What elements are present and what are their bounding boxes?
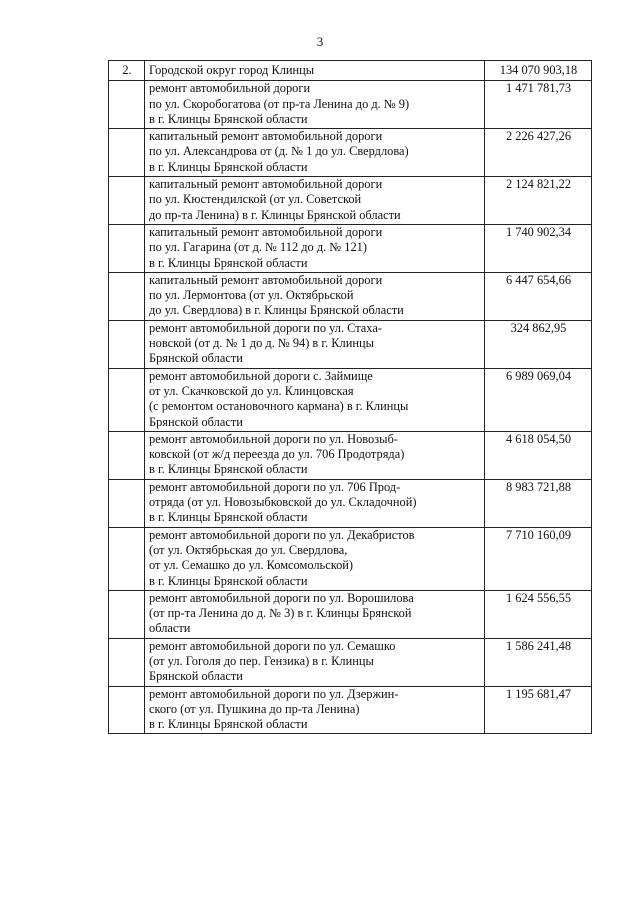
road-work-description <box>145 590 485 638</box>
road-work-description <box>145 320 485 368</box>
budget-table <box>108 60 592 734</box>
table-row <box>109 638 592 686</box>
description-line: ремонт автомобильной дороги с. Займище <box>149 368 373 383</box>
road-work-description <box>145 479 485 527</box>
amount-cell: 1 471 781,73 <box>485 81 592 129</box>
road-work-description <box>145 224 485 272</box>
description-line: (с ремонтом остановочного кармана) в г. Клинцы <box>149 399 409 414</box>
description-line: ремонт автомобильной дороги по ул. Ворошилова <box>149 590 414 605</box>
table-row <box>109 479 592 527</box>
description-line: ковской (от ж/д переезда до ул. 706 Продотряда) <box>149 447 405 462</box>
description-line: ремонт автомобильной дороги по ул. 706 Прод- <box>149 479 401 494</box>
road-work-description <box>145 527 485 590</box>
description-line: новской (от д. № 1 до д. № 94) в г. Клинцы <box>149 336 374 351</box>
description-line: по ул. Лермонтова (от ул. Октябрьской <box>149 288 354 303</box>
empty-number-cell <box>109 686 145 734</box>
page-number: 3 <box>316 34 324 49</box>
table-row <box>109 368 592 431</box>
amount-cell: 2 124 821,22 <box>485 177 592 225</box>
description-line: ского (от ул. Пушкина до пр-та Ленина) <box>149 701 360 716</box>
description-line: в г. Клинцы Брянской области <box>149 573 308 588</box>
description-line: до пр-та Ленина) в г. Клинцы Брянской области <box>149 207 401 222</box>
description-line: по ул. Гагарина (от д. № 112 до д. № 121) <box>149 240 367 255</box>
description-line: Брянской области <box>149 669 243 684</box>
description-line: в г. Клинцы Брянской области <box>149 111 308 126</box>
description-line: области <box>149 621 191 636</box>
description-line: до ул. Свердлова) в г. Клинцы Брянской области <box>149 303 404 318</box>
amount-cell: 6 447 654,66 <box>485 272 592 320</box>
description-line: по ул. Александрова от (д. № 1 до ул. Свердлова) <box>149 144 409 159</box>
description-line: ремонт автомобильной дороги по ул. Декабристов <box>149 527 415 542</box>
description-line: (от ул. Октябрьская до ул. Свердлова, <box>149 542 348 557</box>
section-total-row <box>109 61 592 81</box>
empty-number-cell <box>109 129 145 177</box>
description-line: (от пр-та Ленина до д. № 3) в г. Клинцы Брянской <box>149 606 412 621</box>
road-work-description <box>145 638 485 686</box>
description-line: отряда (от ул. Новозыбковской до ул. Складочной) <box>149 495 417 510</box>
amount-cell: 2 226 427,26 <box>485 129 592 177</box>
table-row <box>109 81 592 129</box>
amount-cell: 7 710 160,09 <box>485 527 592 590</box>
description-line: в г. Клинцы Брянской области <box>149 717 308 732</box>
amount-cell: 1 195 681,47 <box>485 686 592 734</box>
description-line: ремонт автомобильной дороги по ул. Семашко <box>149 638 396 653</box>
road-work-description <box>145 431 485 479</box>
description-line: ремонт автомобильной дороги по ул. Стаха- <box>149 320 382 335</box>
amount-cell: 4 618 054,50 <box>485 431 592 479</box>
table-row <box>109 527 592 590</box>
section-name: Городской округ город Клинцы <box>145 61 485 81</box>
description-line: (от ул. Гоголя до пер. Гензика) в г. Клинцы <box>149 653 374 668</box>
amount-cell: 324 862,95 <box>485 320 592 368</box>
amount-cell: 8 983 721,88 <box>485 479 592 527</box>
empty-number-cell <box>109 272 145 320</box>
amount-cell: 1 740 902,34 <box>485 224 592 272</box>
empty-number-cell <box>109 638 145 686</box>
empty-number-cell <box>109 224 145 272</box>
description-line: по ул. Кюстендилской (от ул. Советской <box>149 192 362 207</box>
description-line: в г. Клинцы Брянской области <box>149 159 308 174</box>
description-line: в г. Клинцы Брянской области <box>149 462 308 477</box>
description-line: в г. Клинцы Брянской области <box>149 510 308 525</box>
table-row <box>109 129 592 177</box>
table-row <box>109 177 592 225</box>
empty-number-cell <box>109 590 145 638</box>
section-number: 2. <box>109 61 145 81</box>
description-line: от ул. Скачковской до ул. Клинцовская <box>149 383 354 398</box>
description-line: от ул. Семашко до ул. Комсомольской) <box>149 558 354 573</box>
table-row <box>109 590 592 638</box>
road-work-description <box>145 368 485 431</box>
description-line: в г. Клинцы Брянской области <box>149 255 308 270</box>
description-line: капитальный ремонт автомобильной дороги <box>149 224 383 239</box>
empty-number-cell <box>109 81 145 129</box>
empty-number-cell <box>109 177 145 225</box>
empty-number-cell <box>109 431 145 479</box>
table-row <box>109 686 592 734</box>
road-work-description <box>145 686 485 734</box>
description-line: ремонт автомобильной дороги по ул. Новозыб- <box>149 431 398 446</box>
empty-number-cell <box>109 320 145 368</box>
table-row <box>109 224 592 272</box>
description-line: по ул. Скоробогатова (от пр-та Ленина до д. № 9) <box>149 96 410 111</box>
description-line: ремонт автомобильной дороги <box>149 81 311 96</box>
description-line: ремонт автомобильной дороги по ул. Дзержин- <box>149 686 399 701</box>
road-work-description <box>145 177 485 225</box>
table-row <box>109 320 592 368</box>
description-line: капитальный ремонт автомобильной дороги <box>149 272 383 287</box>
description-line: Брянской области <box>149 351 243 366</box>
amount-cell: 1 586 241,48 <box>485 638 592 686</box>
table-row <box>109 431 592 479</box>
description-line: капитальный ремонт автомобильной дороги <box>149 177 383 192</box>
amount-cell: 6 989 069,04 <box>485 368 592 431</box>
amount-cell: 1 624 556,55 <box>485 590 592 638</box>
road-work-description <box>145 272 485 320</box>
road-work-description <box>145 81 485 129</box>
road-work-description <box>145 129 485 177</box>
table-row <box>109 272 592 320</box>
empty-number-cell <box>109 368 145 431</box>
description-line: Брянской области <box>149 414 243 429</box>
section-total-amount: 134 070 903,18 <box>485 61 592 81</box>
empty-number-cell <box>109 479 145 527</box>
description-line: капитальный ремонт автомобильной дороги <box>149 129 383 144</box>
empty-number-cell <box>109 527 145 590</box>
